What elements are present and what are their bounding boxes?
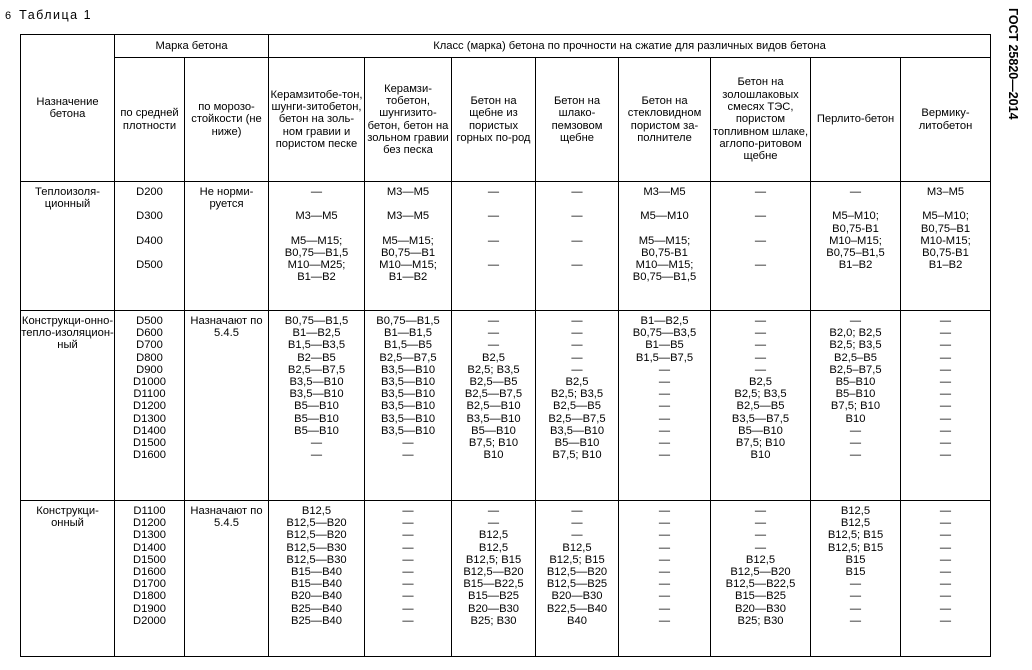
value-cell: — — — В2,5 В2,5; В3,5 В2,5—В5 В2,5—В7,5 В2,5—В10 В3,5—В10 В5—В10 В7,5; В10 В10 (452, 311, 536, 501)
value-cell: — — — — (711, 182, 811, 311)
standard-title (1002, 8, 1024, 158)
header-type-3: Бетон на щебне из пористых горных по-род (452, 58, 536, 182)
table-row (21, 501, 991, 657)
value-cell: — — — — В12,5 В12,5—В20 В12,5—В22,5 В15—В25 В20—В30 В25; В30 (711, 501, 811, 657)
value-cell: — — — — (536, 182, 619, 311)
value-cell: — — — В12,5 В12,5; В15 В12,5—В20 В12,5—В25 В20—В30 В22,5—В40 В40 (536, 501, 619, 657)
value-cell: — М5–М10; В0,75-В1 М10–М15; В0,75–В1,5 В1–В2 (811, 182, 901, 311)
caption-text: Таблица 1 (19, 8, 93, 22)
header-type-7: Перлито-бетон (811, 58, 901, 182)
header-density: по средней плотности (115, 58, 185, 182)
frost-cell: Назначают по 5.4.5 (185, 501, 269, 657)
value-cell: — — В12,5 В12,5 В12,5; В15 В12,5—В20 В15—В22,5 В15—В25 В20—В30 В25; В30 (452, 501, 536, 657)
frost-cell: Не норми-руется (185, 182, 269, 311)
value-cell: М3—М5 М5—М10 М5—М15; В0,75-В1 М10—М15; В0,75—В1,5 (619, 182, 711, 311)
header-type-2: Керамзи-тобетон, шунгизито-бетон, бетон на зольном гравии без песка (365, 58, 452, 182)
standard-title-text: ГОСТ 25820—2014 (1006, 8, 1020, 120)
value-cell: В1—В2,5 В0,75—В3,5 В1—В5 В1,5—В7,5 — — — — — — — — (619, 311, 711, 501)
table-row (21, 311, 991, 501)
frost-cell: Назначают по 5.4.5 (185, 311, 269, 501)
value-cell: — В2,0; В2,5 В2,5; В3,5 В2,5–В5 В2,5–В7,5 В5–В10 В5–В10 В7,5; В10 В10 — — — (811, 311, 901, 501)
value-cell: М3—М5 М3—М5 М5—М15; В0,75—В1 М10—М15; В1—В2 (365, 182, 452, 311)
value-cell: — М3—М5 М5—М15; В0,75—В1,5 М10—М25; В1—В2 (269, 182, 365, 311)
value-cell: — — — — (452, 182, 536, 311)
page-number: 6 (5, 10, 12, 22)
header-purpose: Назначение бетона (21, 35, 115, 182)
purpose-cell: Конструкци-онный (21, 501, 115, 657)
purpose-cell: Конструкци-онно-тепло-изоляцион-ный (21, 311, 115, 501)
header-type-5: Бетон на стекловидном пористом за-полнителе (619, 58, 711, 182)
value-cell: В0,75—В1,5 В1—В2,5 В1,5—В3,5 В2—В5 В2,5—В7,5 В3,5—В10 В3,5—В10 В5—В10 В5—В10 В5—В10 — — (269, 311, 365, 501)
value-cell: В0,75—В1,5 В1—В1,5 В1,5—В5 В2,5—В7,5 В3,5—В10 В3,5—В10 В3,5—В10 В3,5—В10 В3,5—В10 В3,5—В10 — — (365, 311, 452, 501)
value-cell: — — — — — — — — — — — — (901, 311, 991, 501)
table-caption (5, 8, 92, 22)
header-grade: Марка бетона (115, 35, 269, 58)
value-cell: — — — — — — — — — — (365, 501, 452, 657)
concrete-table (20, 34, 991, 657)
value-cell: В12,5 В12,5 В12,5; В15 В12,5; В15 В15 В15 — — — — (811, 501, 901, 657)
header-type-8: Вермику-литобетон (901, 58, 991, 182)
purpose-cell: Теплоизоля-ционный (21, 182, 115, 311)
density-cell: D500 D600 D700 D800 D900 D1000 D1100 D1200 D1300 D1400 D1500 D1600 (115, 311, 185, 501)
density-cell: D1100 D1200 D1300 D1400 D1500 D1600 D1700 D1800 D1900 D2000 (115, 501, 185, 657)
value-cell: — — — — — В2,5 В2,5; В3,5 В2,5—В5 В2,5—В7,5 В3,5—В10 В5—В10 В7,5; В10 (536, 311, 619, 501)
header-type-1: Керамзитобе-тон, шунги-зитобетон, бетон на золь-ном гравии и пористом песке (269, 58, 365, 182)
header-type-6: Бетон на золошлаковых смесях ТЭС, пористом топливном шлаке, аглопо-ритовом щебне (711, 58, 811, 182)
density-cell: D200 D300 D400 D500 (115, 182, 185, 311)
value-cell: — — — — — — — — — — (901, 501, 991, 657)
value-cell: — — — — — В2,5 В2,5; В3,5 В2,5—В5 В3,5—В7,5 В5—В10 В7,5; В10 В10 (711, 311, 811, 501)
value-cell: М3–М5 М5–М10; В0,75–В1 М10-М15; В0,75-В1 В1–В2 (901, 182, 991, 311)
value-cell: В12,5 В12,5—В20 В12,5—В20 В12,5—В30 В12,5—В30 В15—В40 В15—В40 В20—В40 В25—В40 В25—В40 (269, 501, 365, 657)
value-cell: — — — — — — — — — — (619, 501, 711, 657)
header-frost: по морозо-стойкости (не ниже) (185, 58, 269, 182)
header-type-4: Бетон на шлако-пемзовом щебне (536, 58, 619, 182)
table-row (21, 182, 991, 311)
header-strength-class: Класс (марка) бетона по прочности на сжатие для различных видов бетона (269, 35, 991, 58)
